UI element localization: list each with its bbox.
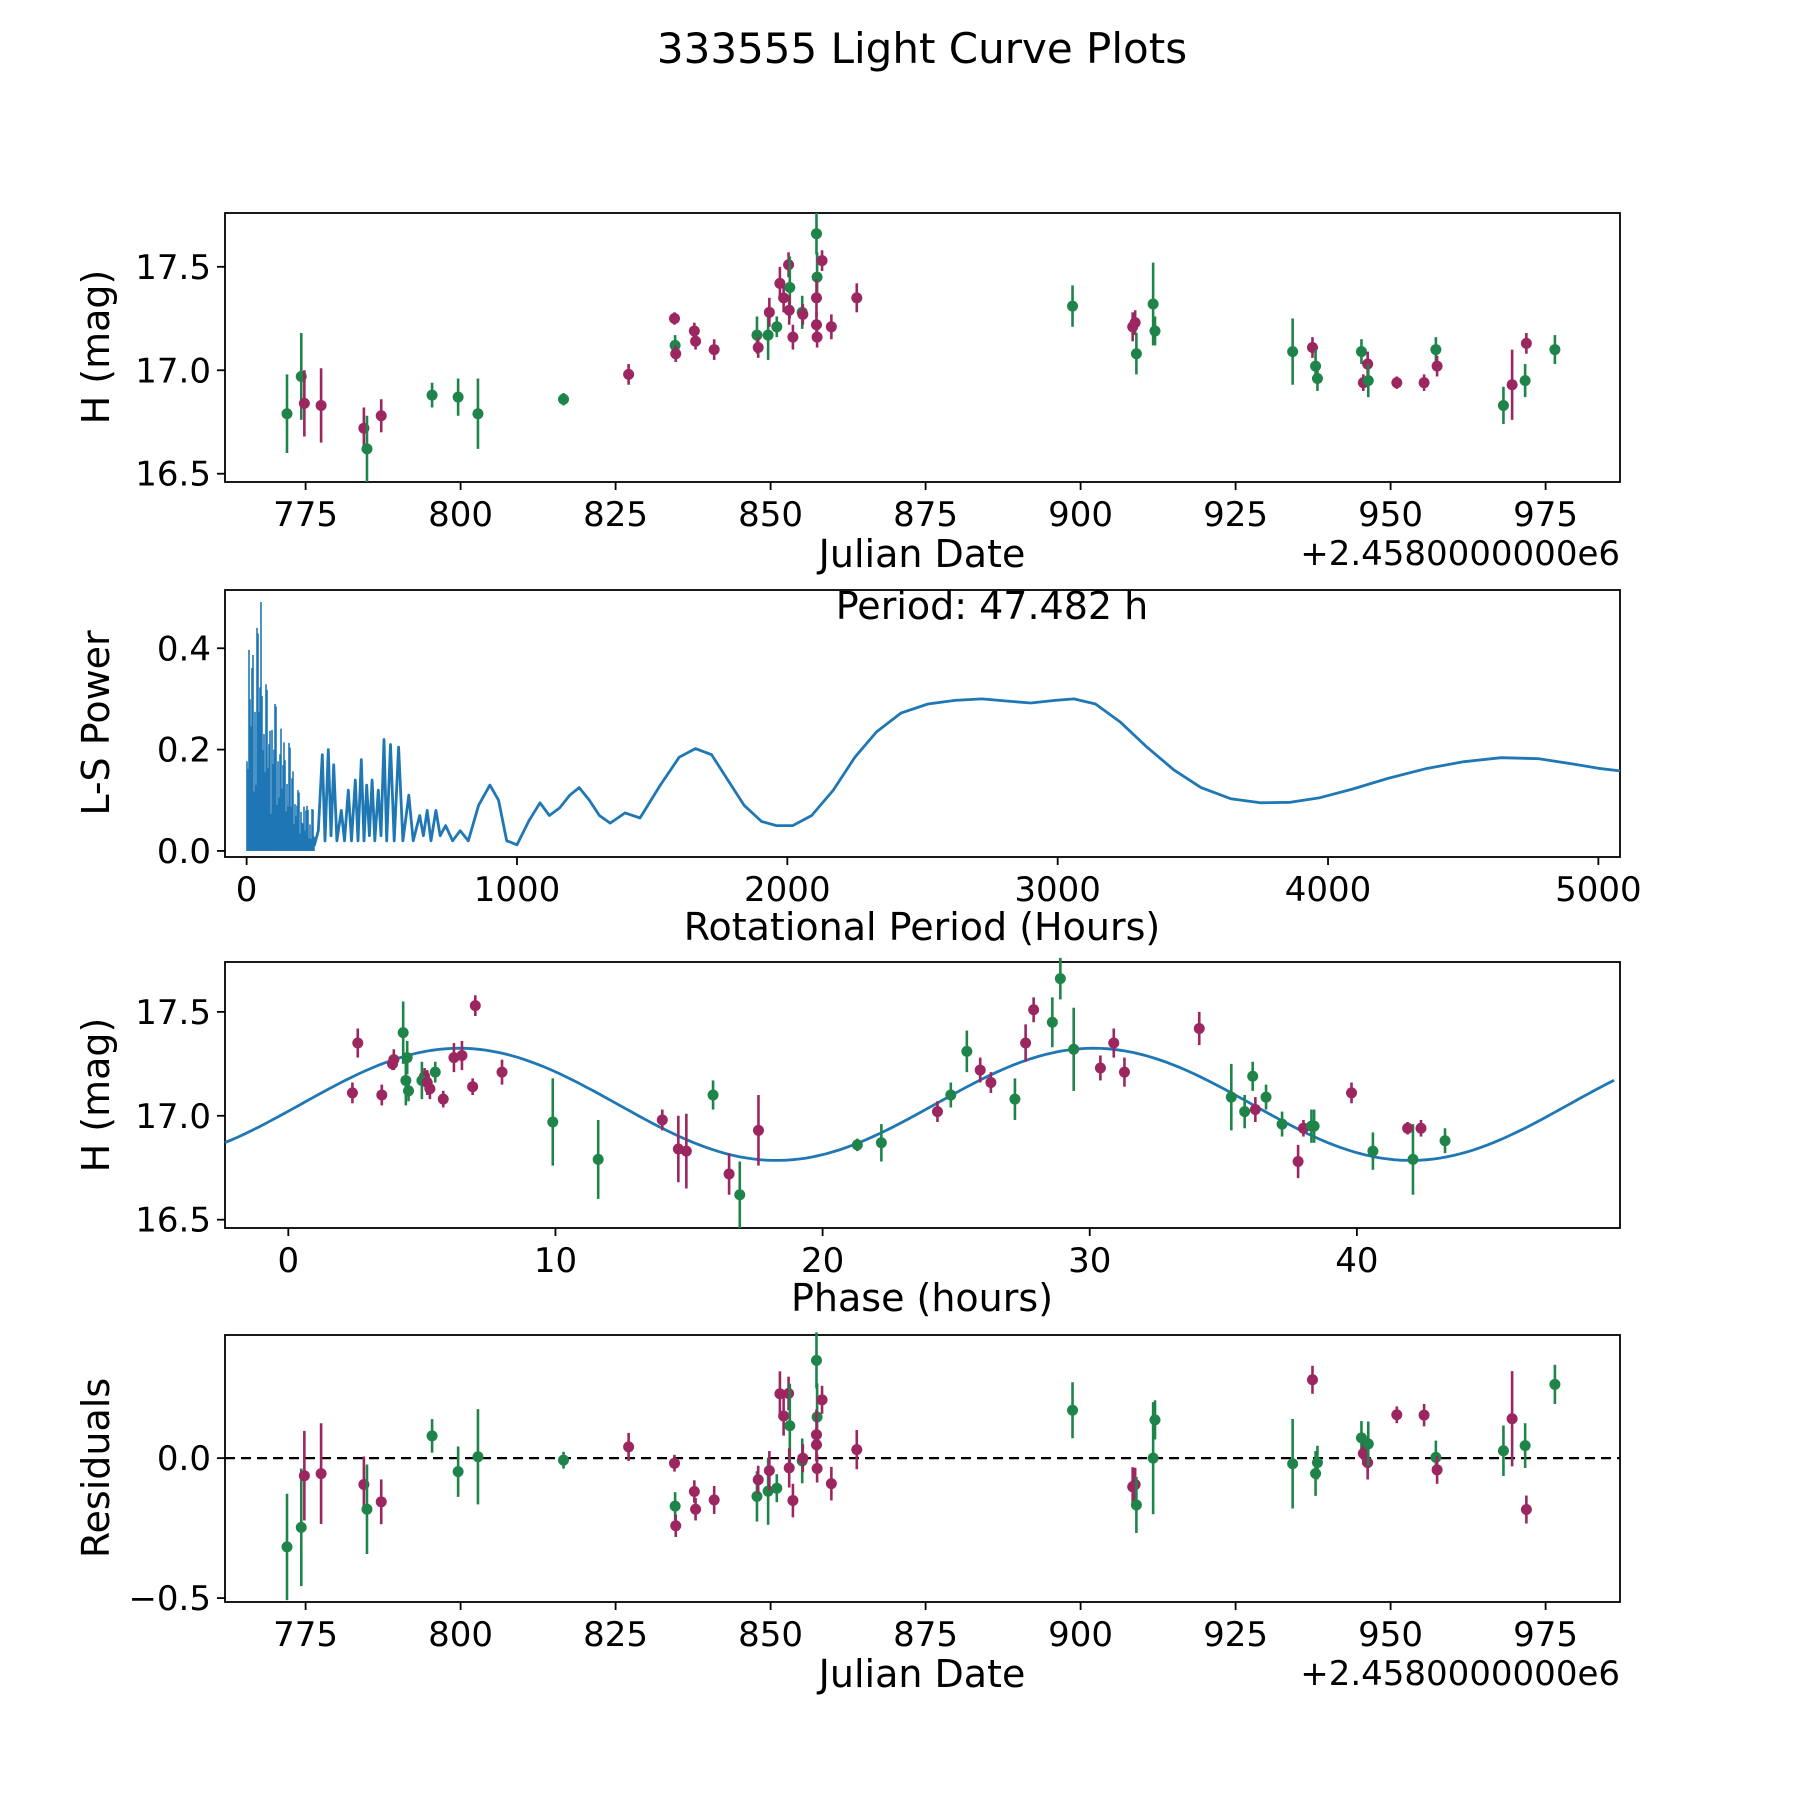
data-point: [1287, 1458, 1298, 1469]
data-point: [1067, 301, 1078, 312]
data-point: [764, 307, 775, 318]
y-tick-label: 17.0: [135, 1096, 211, 1137]
x-tick-label: 925: [1203, 1615, 1269, 1655]
data-point: [1363, 1438, 1374, 1449]
data-point: [1415, 1123, 1426, 1134]
data-point: [299, 1470, 310, 1481]
data-point: [763, 330, 774, 341]
y-tick-label: −0.5: [128, 1579, 211, 1620]
data-point: [299, 398, 310, 409]
y-ticks-residuals: [128, 1439, 225, 1619]
data-point: [690, 1504, 701, 1515]
x-tick-label: 950: [1358, 495, 1424, 535]
data-point: [784, 305, 795, 316]
data-point: [690, 336, 701, 347]
data-point: [1507, 1413, 1518, 1424]
data-point: [1009, 1094, 1020, 1105]
data-point: [1407, 1154, 1418, 1165]
data-point: [753, 342, 764, 353]
data-point: [787, 1495, 798, 1506]
data-point: [1020, 1038, 1031, 1049]
data-point: [282, 1541, 293, 1552]
x-tick-label: 1000: [473, 870, 561, 910]
data-point: [932, 1106, 943, 1117]
data-point: [1430, 344, 1441, 355]
data-point: [427, 390, 438, 401]
x-tick-label: 775: [273, 495, 339, 535]
data-point: [1131, 348, 1142, 359]
data-point: [453, 392, 464, 403]
data-point: [764, 1465, 775, 1476]
data-point: [784, 1420, 795, 1431]
data-point: [812, 1463, 823, 1474]
axis-label-rotational-period: Rotational Period (Hours): [683, 905, 1161, 949]
data-point: [427, 1430, 438, 1441]
axis-label-julian-date-top: Julian Date: [818, 532, 1026, 576]
data-point: [1148, 1453, 1159, 1464]
x-tick-label: 30: [1068, 1241, 1112, 1281]
data-point: [1150, 1414, 1161, 1425]
y-tick-label: 0.0: [156, 831, 211, 872]
data-point: [453, 1466, 464, 1477]
data-point: [361, 1504, 372, 1515]
data-point: [1119, 1067, 1130, 1078]
x-tick-label: 825: [583, 495, 649, 535]
data-point: [472, 1451, 483, 1462]
data-point: [797, 309, 808, 320]
data-point: [657, 1114, 668, 1125]
data-point: [811, 1355, 822, 1366]
data-point: [470, 1000, 481, 1011]
x-tick-label: 950: [1358, 1615, 1424, 1655]
data-point: [1520, 375, 1531, 386]
data-point: [669, 313, 680, 324]
data-point: [361, 443, 372, 454]
data-point: [851, 292, 862, 303]
x-tick-label: 2000: [744, 870, 831, 910]
data-point: [1226, 1092, 1237, 1103]
data-point: [708, 1090, 719, 1101]
data-point: [438, 1094, 449, 1105]
data-point: [1402, 1123, 1413, 1134]
data-point: [282, 408, 293, 419]
x-tick-label: 0: [277, 1241, 300, 1281]
data-point: [1310, 1468, 1321, 1479]
data-point: [817, 1394, 828, 1405]
data-point: [724, 1168, 735, 1179]
x-tick-label: 5000: [1555, 870, 1642, 910]
axis-label-julian-date-bottom: Julian Date: [818, 1652, 1026, 1696]
data-point: [1549, 1379, 1560, 1390]
data-point: [851, 1444, 862, 1455]
data-point: [1432, 1464, 1443, 1475]
axis-offset-text-bottom: +2.4580000000e6: [1300, 1654, 1620, 1694]
data-point: [1507, 379, 1518, 390]
data-point: [778, 1411, 789, 1422]
x-tick-label: 3000: [1014, 870, 1101, 910]
data-point: [787, 332, 798, 343]
data-point: [1356, 346, 1367, 357]
data-point: [1549, 344, 1560, 355]
x-tick-label: 975: [1513, 495, 1579, 535]
data-point: [1307, 1374, 1318, 1385]
y-tick-label: 0.0: [156, 1439, 211, 1480]
data-point: [826, 1478, 837, 1489]
data-point: [945, 1090, 956, 1101]
data-point: [347, 1087, 358, 1098]
data-point: [709, 1494, 720, 1505]
series-residuals: [282, 1332, 1561, 1600]
x-tick-label: 10: [533, 1241, 578, 1281]
axis-label-ls-power: L-S Power: [74, 630, 118, 816]
x-tick-label: 850: [738, 1615, 804, 1655]
data-point: [681, 1146, 692, 1157]
y-ticks-lightcurve: [135, 248, 225, 495]
data-point: [388, 1054, 399, 1065]
data-point: [1067, 1405, 1078, 1416]
x-tick-label: 825: [583, 1615, 649, 1655]
data-point: [670, 1501, 681, 1512]
data-point: [771, 1483, 782, 1494]
data-point: [753, 1125, 764, 1136]
data-point: [961, 1046, 972, 1057]
data-point: [1130, 317, 1141, 328]
x-tick-label: 800: [428, 1615, 494, 1655]
data-point: [811, 228, 822, 239]
data-point: [424, 1083, 435, 1094]
data-point: [1440, 1135, 1451, 1146]
data-point: [817, 255, 828, 266]
y-tick-label: 16.5: [135, 454, 211, 495]
phase-model-curve: [225, 1048, 1614, 1160]
data-point: [623, 369, 634, 380]
axis-offset-text-top: +2.4580000000e6: [1300, 534, 1620, 574]
data-point: [1346, 1087, 1357, 1098]
data-point: [1095, 1062, 1106, 1073]
data-point: [1068, 1044, 1079, 1055]
data-point: [784, 282, 795, 293]
data-point: [771, 321, 782, 332]
x-tick-label: 875: [893, 1615, 959, 1655]
data-point: [670, 1520, 681, 1531]
data-point: [547, 1117, 558, 1128]
data-point: [316, 400, 327, 411]
data-point: [400, 1075, 411, 1086]
x-ticks-phased: [277, 1228, 1378, 1281]
data-point: [1055, 973, 1066, 984]
data-point: [1250, 1104, 1261, 1115]
x-tick-label: 800: [428, 495, 494, 535]
data-point: [1363, 375, 1374, 386]
data-point: [1277, 1119, 1288, 1130]
sine-fit-line: [225, 1048, 1614, 1160]
data-point: [1150, 325, 1161, 336]
data-point: [811, 292, 822, 303]
axis-label-residuals: Residuals: [74, 1377, 118, 1559]
y-tick-label: 0.2: [156, 730, 211, 771]
x-tick-label: 975: [1513, 1615, 1579, 1655]
data-point: [558, 394, 569, 405]
data-point: [1047, 1017, 1058, 1028]
data-point: [1391, 377, 1402, 388]
data-point: [1306, 1121, 1317, 1132]
data-point: [1028, 1004, 1039, 1015]
x-tick-label: 4000: [1284, 870, 1372, 910]
data-point: [497, 1067, 508, 1078]
data-point: [753, 1474, 764, 1485]
data-point: [472, 408, 483, 419]
data-point: [1521, 1504, 1532, 1515]
x-tick-label: 925: [1203, 495, 1269, 535]
axis-label-h-mag-top: H (mag): [74, 269, 118, 425]
data-point: [593, 1154, 604, 1165]
series-phased: [347, 958, 1451, 1228]
series-lightcurve: [282, 213, 1561, 482]
x-tick-label: 775: [273, 1615, 339, 1655]
data-point: [456, 1050, 467, 1061]
data-point: [812, 332, 823, 343]
figure-title: 333555 Light Curve Plots: [656, 24, 1188, 73]
data-point: [376, 410, 387, 421]
data-point: [558, 1455, 569, 1466]
data-point: [316, 1468, 327, 1479]
data-point: [296, 1522, 307, 1533]
data-point: [1108, 1038, 1119, 1049]
data-point: [826, 321, 837, 332]
data-point: [1498, 1445, 1509, 1456]
data-point: [1312, 1457, 1323, 1468]
data-point: [709, 344, 720, 355]
data-point: [1131, 1499, 1142, 1510]
data-point: [402, 1052, 413, 1063]
x-tick-label: 20: [800, 1241, 845, 1281]
data-point: [623, 1441, 634, 1452]
data-point: [689, 1486, 700, 1497]
x-tick-label: 875: [893, 495, 959, 535]
ls-power-line: [314, 699, 1620, 846]
data-point: [352, 1038, 363, 1049]
data-point: [670, 348, 681, 359]
x-tick-label: 850: [738, 495, 804, 535]
x-ticks-periodogram: [236, 857, 1642, 910]
data-point: [975, 1065, 986, 1076]
data-point: [1521, 338, 1532, 349]
data-point: [1432, 361, 1443, 372]
data-point: [376, 1090, 387, 1101]
data-point: [852, 1139, 863, 1150]
data-point: [797, 1453, 808, 1464]
data-point: [1287, 346, 1298, 357]
data-point: [811, 1439, 822, 1450]
x-ticks-lightcurve: [273, 482, 1578, 535]
data-point: [784, 1462, 795, 1473]
y-ticks-phased: [135, 993, 225, 1241]
data-point: [985, 1077, 996, 1088]
x-ticks-residuals: [273, 1602, 1578, 1655]
y-tick-label: 17.5: [135, 247, 211, 288]
y-tick-label: 17.5: [135, 992, 211, 1033]
data-point: [1239, 1106, 1250, 1117]
y-tick-label: 0.4: [156, 629, 211, 670]
data-point: [734, 1189, 745, 1200]
x-tick-label: 900: [1048, 495, 1114, 535]
x-tick-label: 900: [1048, 1615, 1114, 1655]
y-tick-label: 17.0: [135, 351, 211, 392]
data-point: [669, 1458, 680, 1469]
data-point: [876, 1137, 887, 1148]
data-point: [467, 1081, 478, 1092]
data-point: [1293, 1156, 1304, 1167]
axis-label-h-mag-phased: H (mag): [74, 1017, 118, 1173]
panel-lightcurve: [225, 213, 1620, 482]
period-annotation: Period: 47.482 h: [835, 584, 1149, 628]
data-point: [430, 1067, 441, 1078]
data-point: [1419, 377, 1430, 388]
data-point: [1148, 299, 1159, 310]
data-point: [398, 1027, 409, 1038]
y-tick-label: 16.5: [135, 1200, 211, 1241]
data-point: [1310, 361, 1321, 372]
data-point: [1498, 400, 1509, 411]
data-point: [778, 292, 789, 303]
panel-residuals: [225, 1335, 1620, 1602]
data-point: [1419, 1410, 1430, 1421]
panel-phased: [225, 962, 1620, 1228]
data-point: [1391, 1409, 1402, 1420]
periodogram-curve: [247, 602, 1620, 851]
data-point: [1247, 1071, 1258, 1082]
x-tick-label: 40: [1335, 1241, 1379, 1281]
data-point: [1520, 1440, 1531, 1451]
x-tick-label: 0: [235, 870, 258, 910]
data-point: [376, 1496, 387, 1507]
axis-label-phase-hours: Phase (hours): [790, 1276, 1054, 1320]
data-point: [1261, 1092, 1272, 1103]
y-ticks-periodogram: [157, 629, 225, 872]
data-point: [1367, 1146, 1378, 1157]
data-point: [1312, 373, 1323, 384]
data-point: [1194, 1023, 1205, 1034]
